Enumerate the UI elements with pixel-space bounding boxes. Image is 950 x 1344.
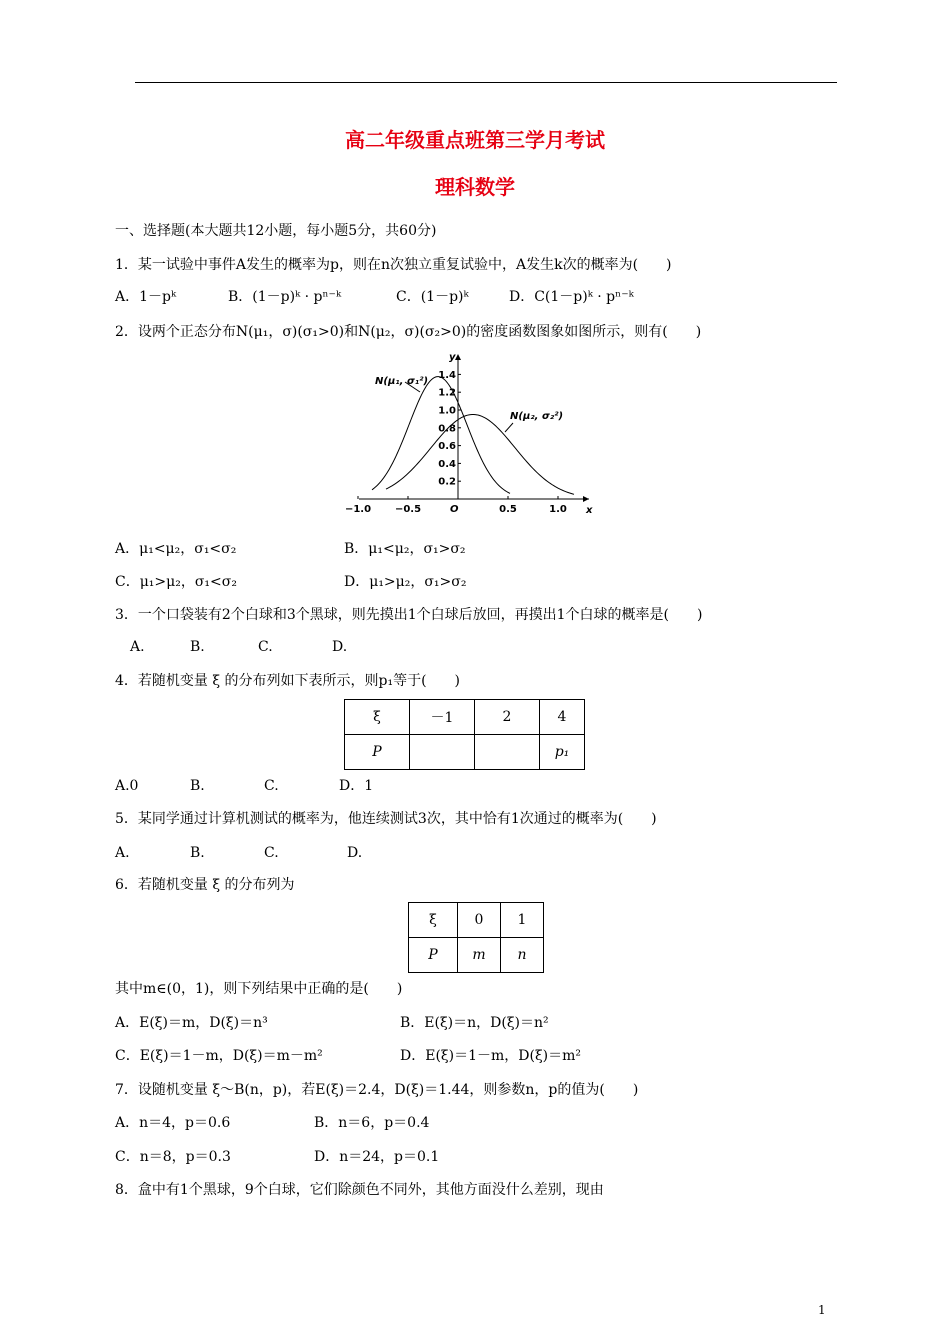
- y-tick-label: 1.4: [438, 369, 456, 381]
- q6-distribution-table: [408, 902, 544, 973]
- q6-cell: n: [501, 938, 544, 973]
- q4-cell: P: [345, 735, 410, 770]
- q6-cell: P: [409, 938, 458, 973]
- q6-cell: 1: [501, 903, 544, 938]
- q4-stem: 4．若随机变量 ξ 的分布列如下表所示，则p₁等于( ): [115, 673, 461, 689]
- y-tick-label: 0.4: [438, 458, 456, 470]
- q6-followup: 其中m∈(0，1)，则下列结果中正确的是( ): [115, 981, 403, 997]
- y-axis-arrow: [455, 354, 461, 360]
- page-number: 1: [818, 1303, 826, 1317]
- q4-cell: 4: [540, 700, 585, 735]
- q1-option-a: A．1－pᵏ: [115, 289, 177, 305]
- q5-option-d: D.: [347, 845, 363, 861]
- series-label-1: N(μ₁, σ₁²): [375, 376, 429, 387]
- series-label-2: N(μ₂, σ₂²): [510, 411, 564, 422]
- q5-stem: 5．某同学通过计算机测试的概率为，他连续测试3次，其中恰有1次通过的概率为( ): [115, 811, 657, 827]
- q5-option-c: C.: [264, 845, 279, 861]
- section-heading: 一、选择题(本大题共12小题，每小题5分，共60分): [115, 223, 437, 239]
- q7-option-a: A．n＝4，p＝0.6: [115, 1115, 231, 1131]
- q4-cell: －1: [410, 700, 475, 735]
- q7-stem: 7．设随机变量 ξ～B(n，p)，若E(ξ)＝2.4，D(ξ)＝1.44，则参数n，p的值为( ): [115, 1082, 639, 1098]
- q2-option-a: A．μ₁<μ₂，σ₁<σ₂: [115, 541, 237, 557]
- q2-stem: 2．设两个正态分布N(μ₁，σ)(σ₁>0)和N(μ₂，σ)(σ₂>0)的密度函数图象如图所示，则有( ): [115, 324, 702, 340]
- q4-cell: ξ: [345, 700, 410, 735]
- series-leader-2: [505, 423, 513, 432]
- q5-option-b: B.: [190, 845, 205, 861]
- q1-option-c: C．(1－p)ᵏ: [396, 289, 469, 305]
- q3-option-a: A.: [130, 639, 145, 655]
- q2-option-b: B．μ₁<μ₂，σ₁>σ₂: [344, 541, 466, 557]
- q6-cell: ξ: [409, 903, 458, 938]
- q2-option-c: C．μ₁>μ₂，σ₁<σ₂: [115, 574, 237, 590]
- q4-cell: 2: [475, 700, 540, 735]
- q3-option-d: D.: [332, 639, 348, 655]
- q1-option-b: B．(1－p)ᵏ · pⁿ⁻ᵏ: [228, 289, 342, 305]
- q1-option-d: D．C(1－p)ᵏ · pⁿ⁻ᵏ: [509, 289, 634, 305]
- q4-cell: [410, 735, 475, 770]
- q6-stem: 6．若随机变量 ξ 的分布列为: [115, 877, 295, 893]
- q5-option-a: A.: [115, 845, 130, 861]
- y-tick-label: 0.2: [438, 476, 456, 488]
- y-tick-label: 1.0: [438, 405, 456, 417]
- q3-option-c: C.: [258, 639, 273, 655]
- q3-stem: 3．一个口袋装有2个白球和3个黑球，则先摸出1个白球后放回，再摸出1个白球的概率是( ): [115, 607, 703, 623]
- q1-stem: 1．某一试验中事件A发生的概率为p，则在n次独立重复试验中，A发生k次的概率为( ): [115, 257, 672, 273]
- q8-stem: 8．盒中有1个黑球，9个白球，它们除颜色不同外，其他方面没什么差别，现由: [115, 1182, 604, 1198]
- normal-density-chart: [345, 348, 605, 523]
- exam-subtitle: 理科数学: [435, 175, 515, 199]
- q4-cell: p₁: [540, 735, 585, 770]
- q4-option-d: D．1: [339, 778, 374, 794]
- y-axis-label: y: [449, 352, 456, 363]
- density-curve-2: [386, 414, 574, 494]
- q6-cell: m: [458, 938, 501, 973]
- q6-option-a: A．E(ξ)＝m，D(ξ)＝n³: [115, 1015, 268, 1031]
- y-tick-label: 0.8: [438, 423, 456, 435]
- q7-option-b: B．n＝6，p＝0.4: [314, 1115, 430, 1131]
- x-axis-label: x: [586, 505, 593, 516]
- x-tick-label: O: [450, 504, 459, 515]
- q6-option-b: B．E(ξ)＝n，D(ξ)＝n²: [400, 1015, 549, 1031]
- header-rule: [135, 82, 837, 83]
- x-axis-arrow: [583, 496, 589, 502]
- q4-option-a: A.0: [115, 778, 139, 794]
- x-tick-label: 1.0: [549, 504, 567, 515]
- exam-title: 高二年级重点班第三学月考试: [345, 128, 605, 152]
- x-tick-label: −1.0: [345, 504, 372, 515]
- q4-cell: [475, 735, 540, 770]
- x-tick-label: 0.5: [499, 504, 517, 515]
- q6-cell: 0: [458, 903, 501, 938]
- x-tick-label: −0.5: [394, 504, 422, 515]
- y-tick-label: 1.2: [438, 387, 456, 399]
- q4-option-b: B.: [190, 778, 205, 794]
- q4-option-c: C.: [264, 778, 279, 794]
- q4-distribution-table: [344, 699, 585, 770]
- q2-option-d: D．μ₁>μ₂，σ₁>σ₂: [344, 574, 467, 590]
- q6-option-c: C．E(ξ)＝1－m，D(ξ)＝m－m²: [115, 1048, 323, 1064]
- q6-option-d: D．E(ξ)＝1－m，D(ξ)＝m²: [400, 1048, 582, 1064]
- y-tick-label: 0.6: [438, 441, 456, 453]
- q7-option-c: C．n＝8，p＝0.3: [115, 1149, 231, 1165]
- q7-option-d: D．n＝24，p＝0.1: [314, 1149, 440, 1165]
- q3-option-b: B.: [190, 639, 205, 655]
